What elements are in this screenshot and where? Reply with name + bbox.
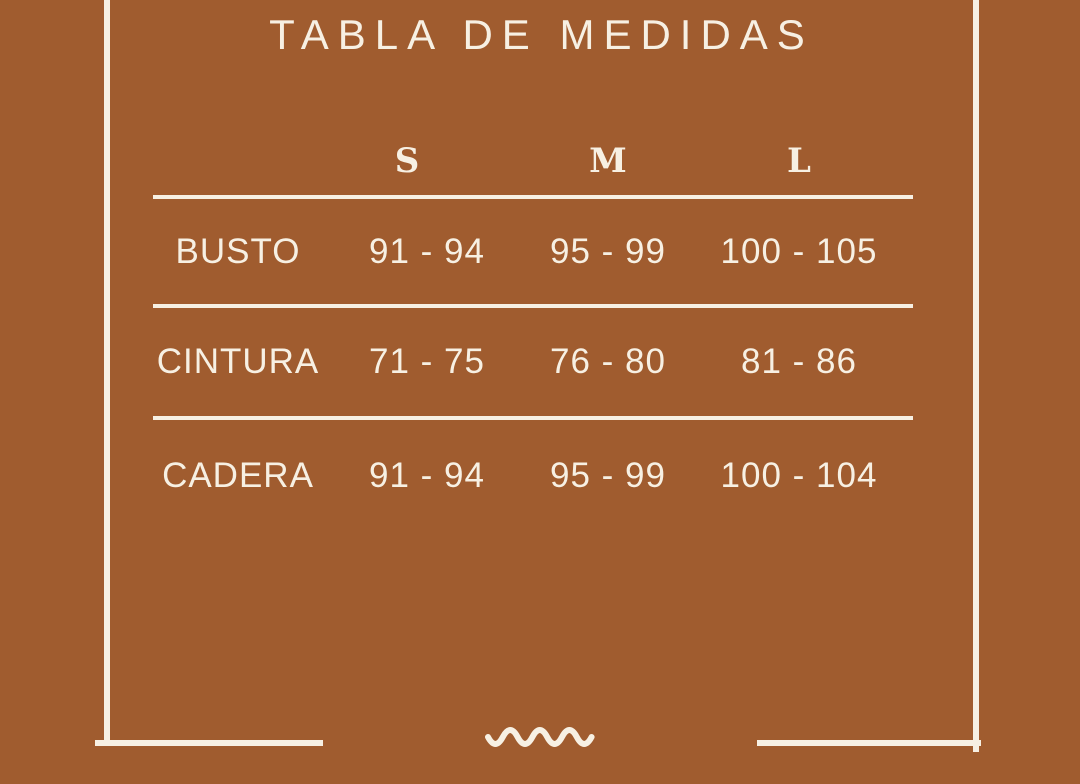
frame-right-border bbox=[973, 0, 979, 752]
table-header-row bbox=[153, 126, 913, 195]
frame-left-border bbox=[104, 0, 110, 744]
row-label-cadera: CADERA bbox=[162, 456, 314, 495]
page-title: TABLA DE MEDIDAS bbox=[269, 11, 814, 58]
column-header-m: M bbox=[589, 140, 627, 181]
table-row-cintura bbox=[153, 304, 913, 416]
table-row-busto bbox=[153, 195, 913, 304]
wavy-line-icon bbox=[484, 726, 596, 758]
cell-busto-m: 95 - 99 bbox=[550, 231, 666, 271]
row-label-busto: BUSTO bbox=[175, 231, 301, 271]
cell-busto-s: 91 - 94 bbox=[369, 231, 485, 271]
cell-cadera-l: 100 - 104 bbox=[720, 456, 878, 495]
frame-bottom-right-border bbox=[757, 740, 981, 746]
cell-busto-l: 100 - 105 bbox=[720, 231, 878, 271]
cell-cadera-m: 95 - 99 bbox=[550, 456, 666, 495]
cell-cintura-m: 76 - 80 bbox=[550, 342, 666, 381]
cell-cintura-s: 71 - 75 bbox=[369, 342, 485, 381]
size-table bbox=[153, 126, 913, 532]
frame-bottom-left-border bbox=[95, 740, 323, 746]
cell-cadera-s: 91 - 94 bbox=[369, 456, 485, 495]
column-header-l: L bbox=[787, 140, 811, 181]
table-row-cadera bbox=[153, 416, 913, 532]
column-header-s: S bbox=[394, 140, 420, 181]
cell-cintura-l: 81 - 86 bbox=[741, 342, 857, 381]
row-label-cintura: CINTURA bbox=[156, 342, 320, 381]
